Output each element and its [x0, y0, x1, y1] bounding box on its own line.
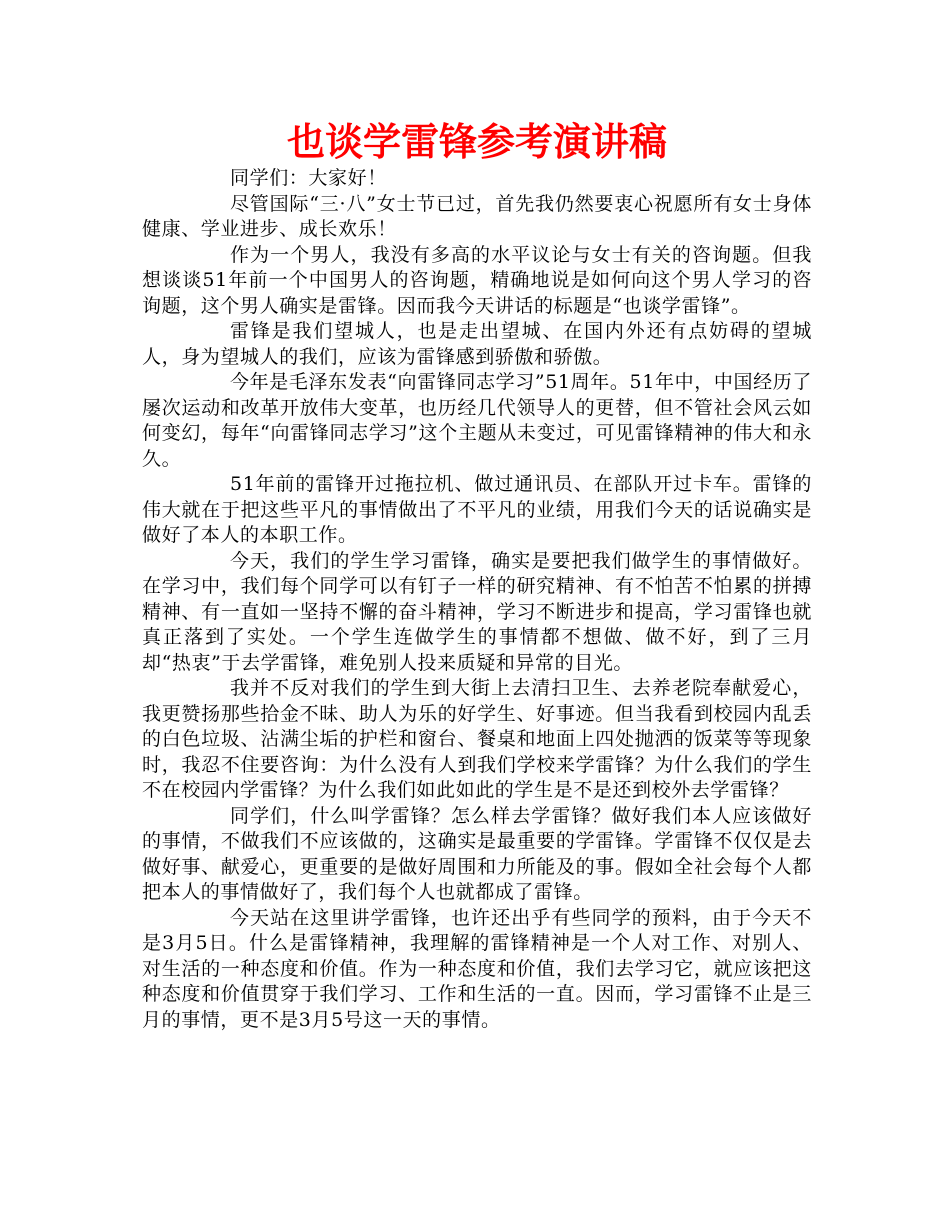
paragraph-topic: 作为一个男人，我没有多高的水平议论与女士有关的咨询题。但我想谈谈51年前一个中国男人的咨询题，精确地说是如何向这个男人学习的咨询题，这个男人确实是雷锋。因而我今天讲话的标题是“也谈学雷锋”。	[142, 243, 812, 317]
document-page	[142, 118, 812, 1033]
paragraph-ordinary-work: 51年前的雷锋开过拖拉机、做过通讯员、在部队开过卡车。雷锋的伟大就在于把这些平凡的事情做出了不平凡的业绩，用我们今天的话说确实是做好了本人的本职工作。	[142, 473, 812, 546]
paragraph-students-study: 今天，我们的学生学习雷锋，确实是要把我们做学生的事情做好。在学习中，我们每个同学可以有钉子一样的研究精神、有不怕苦不怕累的拼搏精神、有一直如一坚持不懈的奋斗精神，学习不断进步和提高，学习雷锋也就真正落到了实处。一个学生连做学生的事情都不想做、做不好，到了三月却“热衷”于去学雷锋，难免别人投来质疑和异常的目光。	[142, 549, 812, 674]
paragraph-campus: 我并不反对我们的学生到大街上去清扫卫生、去养老院奉献爱心，我更赞扬那些拾金不昧、助人为乐的好学生、好事迹。但当我看到校园内乱丢的白色垃圾、沾满尘垢的护栏和窗台、餐桌和地面上四处抛洒的饭菜等等现象时，我忍不住要咨询：为什么没有人到我们学校来学雷锋？为什么我们的学生不在校园内学雷锋？为什么我们如此如此的学生是不是还到校外去学雷锋？	[142, 677, 812, 801]
paragraph-wangcheng: 雷锋是我们望城人，也是走出望城、在国内外还有点妨碍的望城人，身为望城人的我们，应该为雷锋感到骄傲和骄傲。	[142, 320, 812, 368]
paragraph-anniversary: 今年是毛泽东发表“向雷锋同志学习”51周年。51年中，中国经历了屡次运动和改革开放伟大变革，也历经几代领导人的更替，但不管社会风云如何变幻，每年“向雷锋同志学习”这个主题从未变过，可见雷锋精神的伟大和永久。	[142, 371, 812, 470]
paragraph-what-is-learning: 同学们，什么叫学雷锋？怎么样去学雷锋？做好我们本人应该做好的事情，不做我们不应该做的，这确实是最重要的学雷锋。学雷锋不仅仅是去做好事、献爱心，更重要的是做好周围和力所能及的事。假如全社会每个人都把本人的事情做好了，我们每个人也就都成了雷锋。	[142, 804, 812, 903]
document-title: 也谈学雷锋参考演讲稿	[286, 120, 667, 164]
document-body	[142, 166, 812, 1033]
paragraph-wishes: 尽管国际“三·八”女士节已过，首先我仍然要衷心祝愿所有女士身体健康、学业进步、成长欢乐！	[142, 192, 812, 240]
paragraph-greeting: 同学们：大家好！	[230, 167, 387, 189]
paragraph-conclusion: 今天站在这里讲学雷锋，也许还出乎有些同学的预料，由于今天不是3月5日。什么是雷锋精神，我理解的雷锋精神是一个人对工作、对别人、对生活的一种态度和价值。作为一种态度和价值，我们去学习它，就应该把这种态度和价值贯穿于我们学习、工作和生活的一直。因而，学习雷锋不止是三月的事情，更不是3月5号这一天的事情。	[142, 906, 812, 1031]
